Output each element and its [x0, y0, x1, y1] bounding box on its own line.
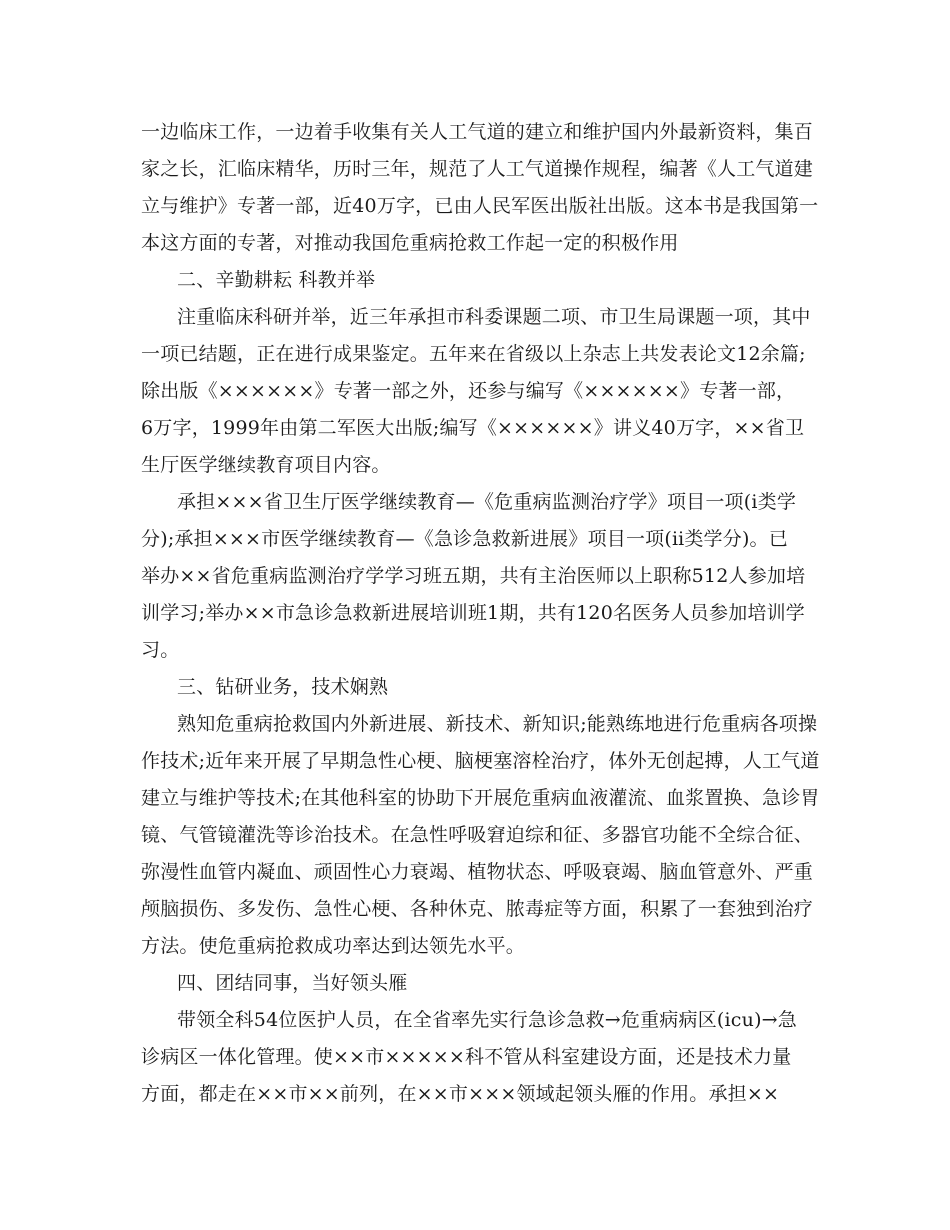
text-line: 建立与维护等技术;在其他科室的协助下开展危重病血液灌流、血浆置换、急诊胃	[141, 787, 820, 809]
text-line: 方法。使危重病抢救成功率达到达领先水平。	[141, 935, 526, 957]
text-line: 家之长，汇临床精华，历时三年，规范了人工气道操作规程，编著《人工气道建	[141, 158, 814, 180]
text-line: 带领全科54位医护人员，在全省率先实行急诊急救→危重病病区(icu)→急	[177, 1009, 797, 1031]
text-line: 承担×××省卫生厅医学继续教育—《危重病监测治疗学》项目一项(ⅰ类学	[177, 491, 797, 513]
text-line: 注重临床科研并举，近三年承担市科委课题二项、市卫生局课题一项，其中	[177, 306, 811, 328]
text-line: 诊病区一体化管理。使××市×××××科不管从科室建设方面，还是技术力量	[141, 1046, 792, 1068]
text-line: 6万字，1999年由第二军医大出版;编写《××××××》讲义40万字，××省卫	[141, 417, 805, 439]
text-line: 除出版《××××××》专著一部之外，还参与编写《××××××》专著一部，	[141, 380, 796, 402]
text-line: 二、辛勤耕耘 科教并举	[177, 269, 376, 291]
text-line: 四、团结同事，当好领头雁	[177, 972, 408, 994]
text-line: 一项已结题，正在进行成果鉴定。五年来在省级以上杂志上共发表论文12余篇;	[141, 343, 806, 365]
text-line: 颅脑损伤、多发伤、急性心梗、各种休克、脓毒症等方面，积累了一套独到治疗	[141, 898, 814, 920]
text-line: 方面，都走在××市××前列，在××市×××领域起领头雁的作用。承担××	[141, 1083, 780, 1105]
text-line: 习。	[141, 639, 180, 661]
text-line: 作技术;近年来开展了早期急性心梗、脑梗塞溶栓治疗，体外无创起搏，人工气道	[141, 750, 820, 772]
text-line: 三、钻研业务，技术娴熟	[177, 676, 389, 698]
text-line: 熟知危重病抢救国内外新进展、新技术、新知识;能熟练地进行危重病各项操	[177, 713, 818, 735]
text-line: 生厅医学继续教育项目内容。	[141, 454, 391, 476]
text-line: 训学习;举办××市急诊急救新进展培训班1期，共有120名医务人员参加培训学	[141, 602, 805, 624]
document-body	[141, 114, 820, 1113]
text-line: 本这方面的专著，对推动我国危重病抢救工作起一定的积极作用	[141, 232, 679, 254]
text-line: 镜、气管镜灌洗等诊治技术。在急性呼吸窘迫综和征、多器官功能不全综合征、	[141, 824, 814, 846]
text-line: 分);承担×××市医学继续教育—《急诊急救新进展》项目一项(ⅱ类学分)。已	[141, 528, 788, 550]
text-line: 一边临床工作，一边着手收集有关人工气道的建立和维护国内外最新资料，集百	[141, 121, 814, 143]
text-line: 举办××省危重病监测治疗学学习班五期，共有主治医师以上职称512人参加培	[141, 565, 806, 587]
text-line: 弥漫性血管内凝血、顽固性心力衰竭、植物状态、呼吸衰竭、脑血管意外、严重	[141, 861, 814, 883]
text-line: 立与维护》专著一部，近40万字，已由人民军医出版社出版。这本书是我国第一	[141, 195, 819, 217]
